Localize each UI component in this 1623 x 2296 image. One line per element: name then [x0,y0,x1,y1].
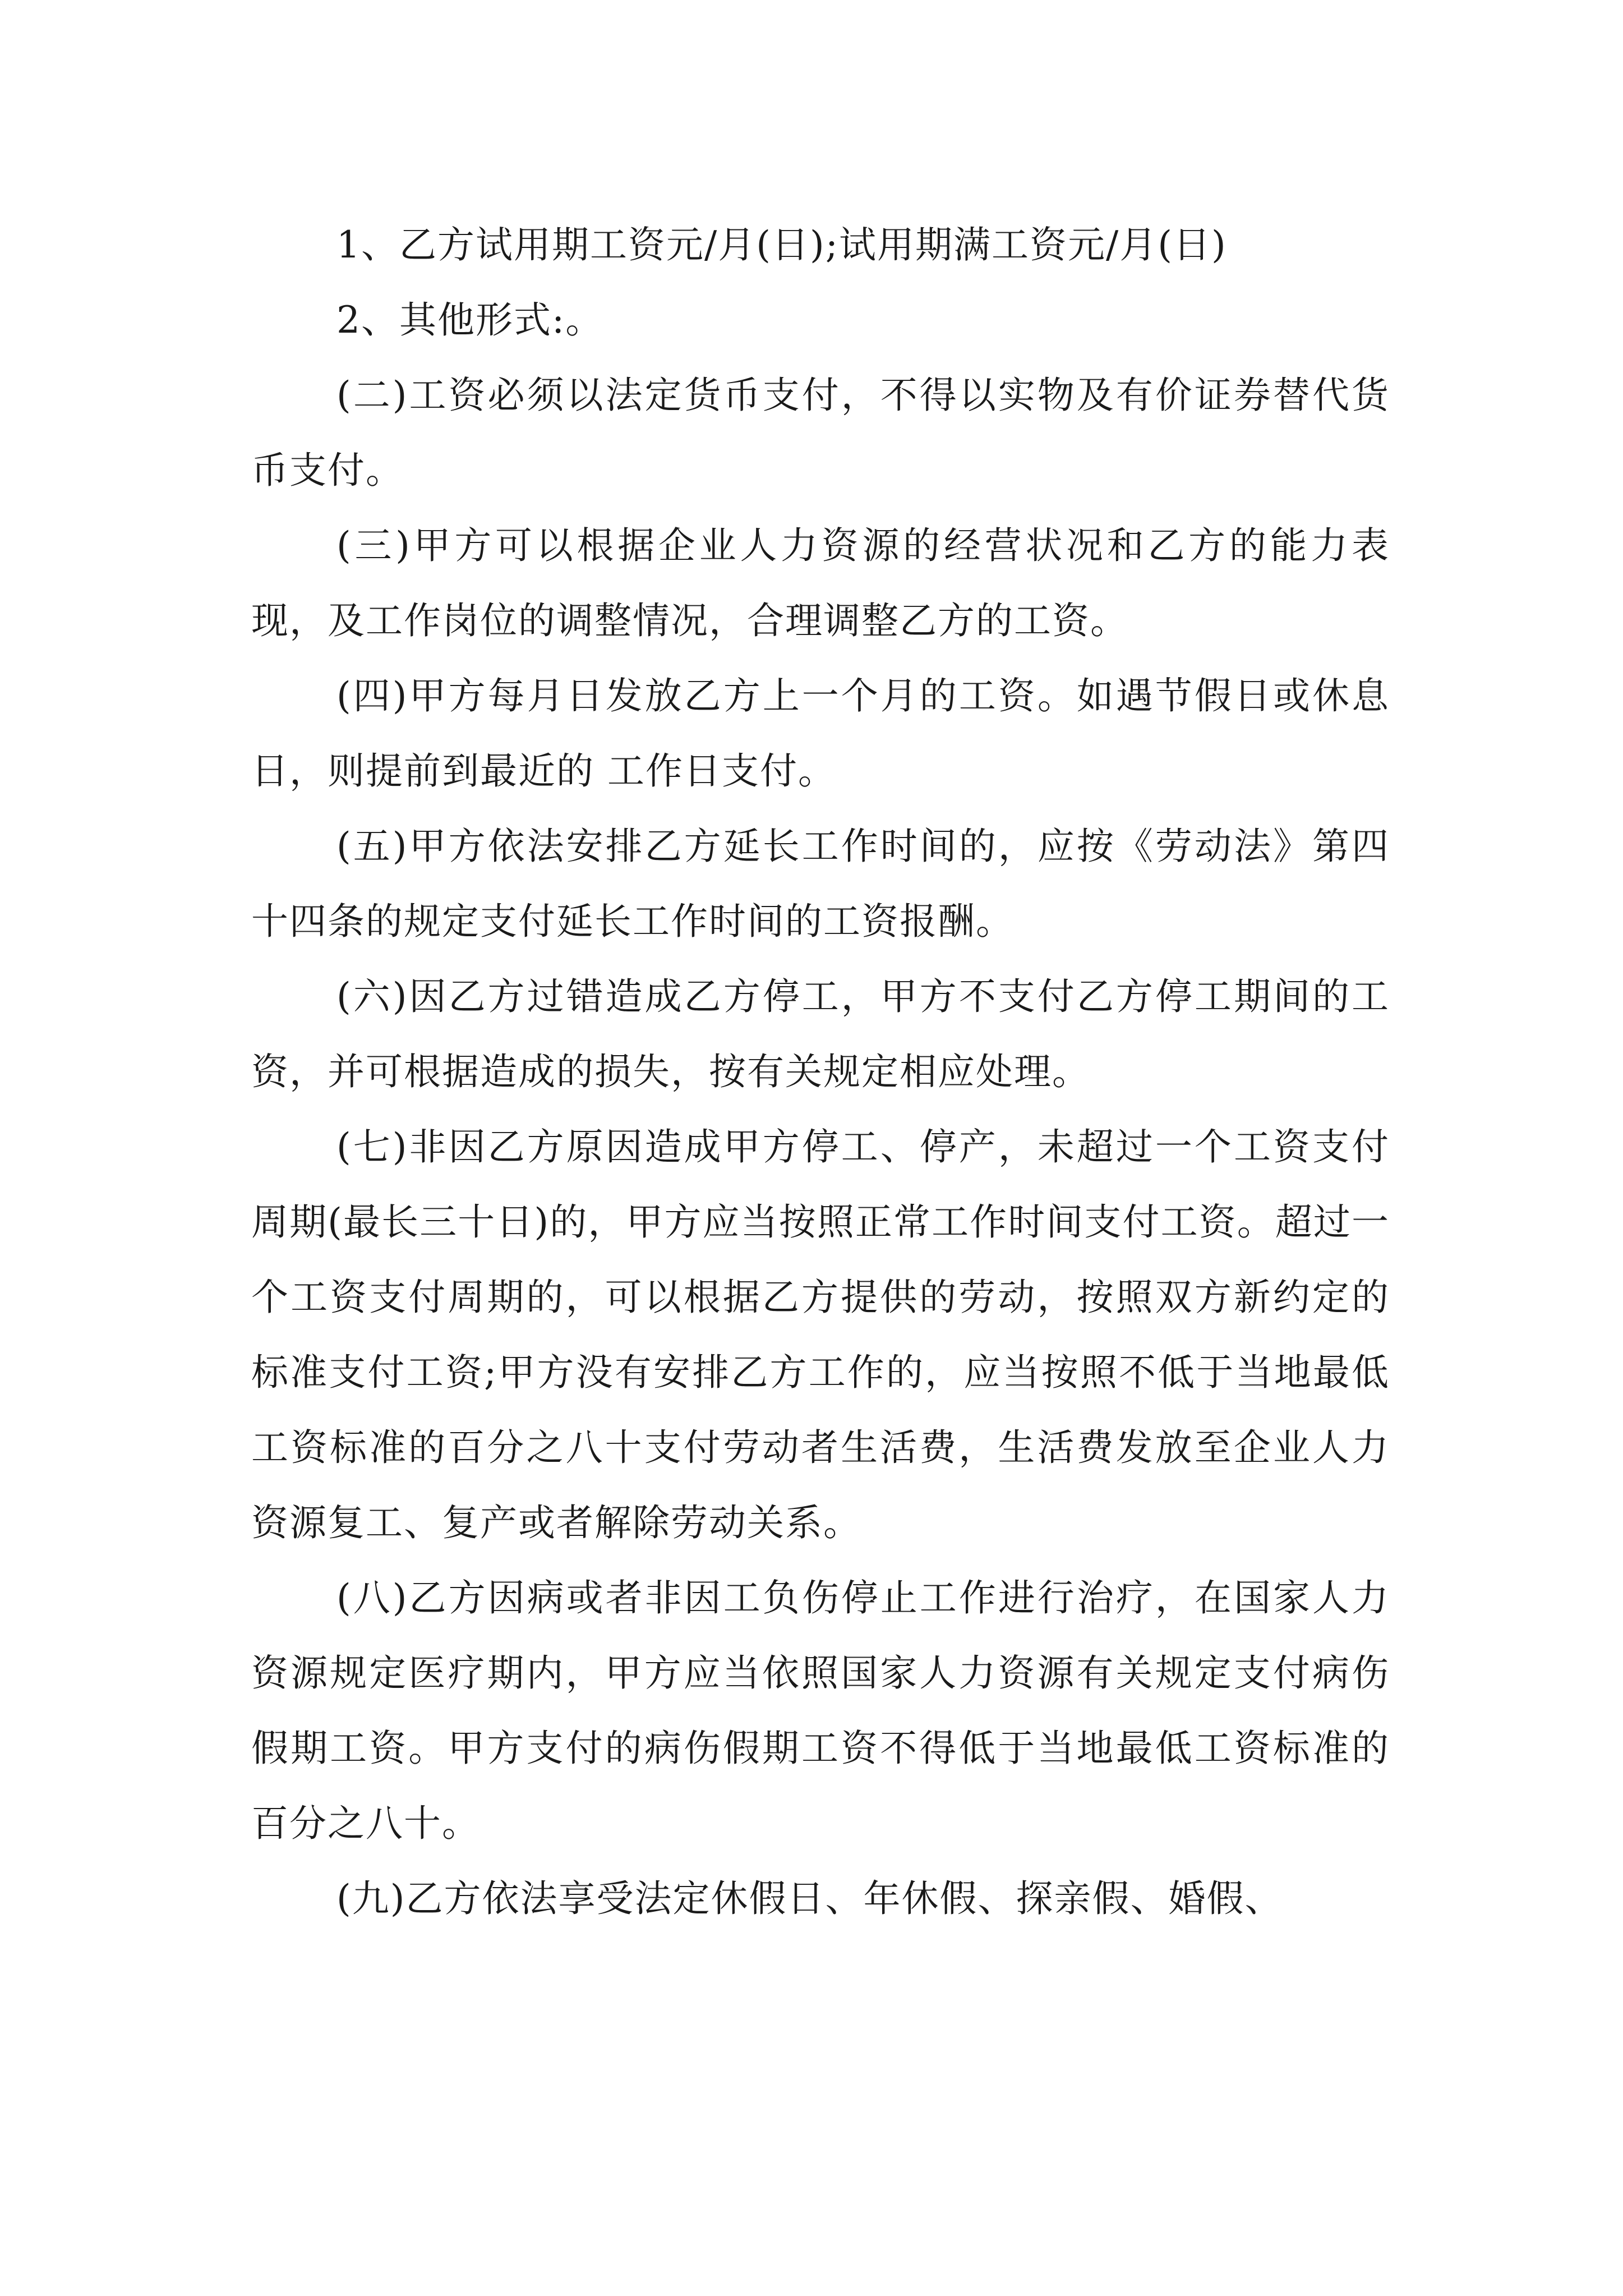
paragraph-clause-6: (六)因乙方过错造成乙方停工，甲方不支付乙方停工期间的工资，并可根据造成的损失，按有关规定相应处理。 [251,975,1390,1093]
paragraph-clause-4: (四)甲方每月日发放乙方上一个月的工资。如遇节假日或休息日，则提前到最近的 工作日支付。 [251,674,1390,793]
paragraph-clause-5: (五)甲方依法安排乙方延长工作时间的，应按《劳动法》第四十四条的规定支付延长工作时间的工资报酬。 [251,825,1390,943]
paragraph-clause-9: (九)乙方依法享受法定休假日、年休假、探亲假、婚假、 [336,1877,1283,1920]
paragraph-clause-2: (二)工资必须以法定货币支付，不得以实物及有价证券替代货币支付。 [251,374,1390,492]
paragraph-clause-3: (三)甲方可以根据企业人力资源的经营状况和乙方的能力表现，及工作岗位的调整情况，合理调整乙方的工资。 [251,524,1390,642]
paragraph-clause-8: (八)乙方因病或者非因工负伤停止工作进行治疗，在国家人力资源规定医疗期内，甲方应当依照国家人力资源有关规定支付病伤假期工资。甲方支付的病伤假期工资不得低于当地最低工资标准的百分之八十。 [251,1576,1390,1845]
paragraph-clause-7: (七)非因乙方原因造成甲方停工、停产，未超过一个工资支付周期(最长三十日)的，甲方应当按照正常工作时间支付工资。超过一个工资支付周期的，可以根据乙方提供的劳动，按照双方新约定的标准支付工资;甲方没有安排乙方工作的，应当按照不低于当地最低工资标准的百分之八十支付劳动者生活费，生活费发放至企业人力资源复工、复产或者解除劳动关系。 [251,1125,1390,1544]
paragraph-probation-wage: 1、乙方试用期工资元/月(日);试用期满工资元/月(日) [336,223,1227,266]
document-body [251,208,1390,1936]
paragraph-other-forms: 2、其他形式:。 [336,298,604,342]
